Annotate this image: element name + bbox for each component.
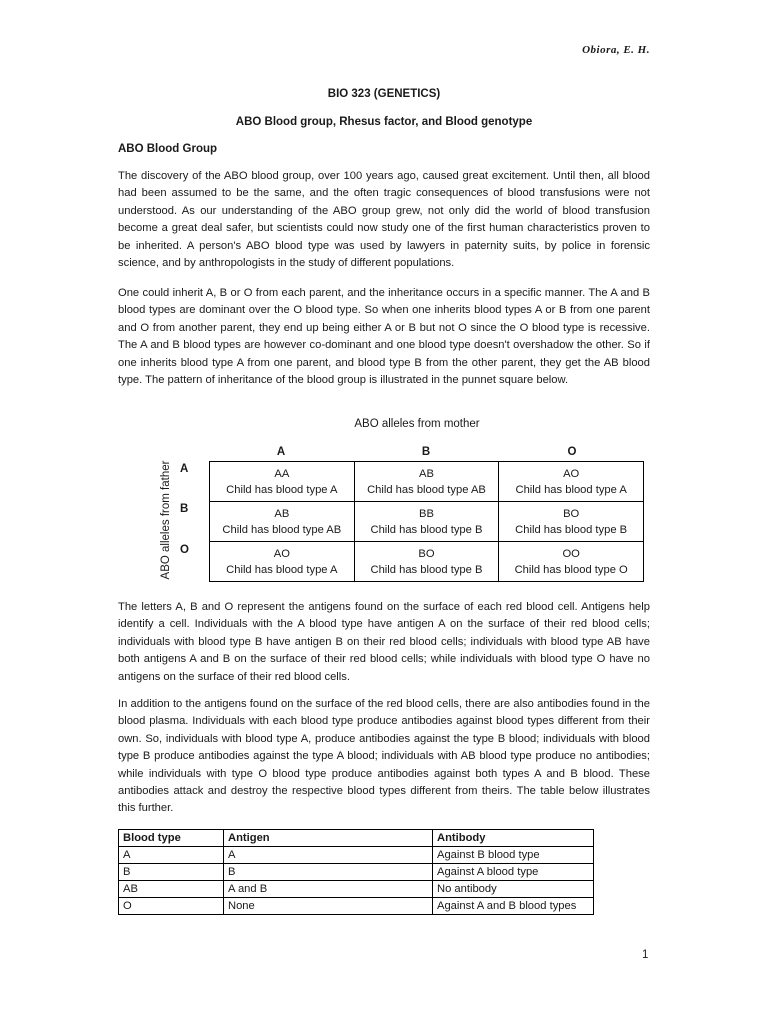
table-cell: AB — [119, 881, 224, 898]
punnett-row — [210, 462, 644, 502]
table-cell: A — [224, 847, 433, 864]
punnett-col-header-o: O — [567, 446, 577, 458]
section-heading: ABO Blood Group — [118, 143, 218, 155]
phenotype: Child has blood type A — [226, 563, 338, 576]
table-cell: Against A and B blood types — [433, 898, 594, 915]
table-cell: None — [224, 898, 433, 915]
punnett-row — [210, 542, 644, 582]
table-row — [119, 881, 594, 898]
punnett-col-header-b: B — [421, 446, 431, 458]
genotype: AA — [274, 467, 290, 480]
phenotype: Child has blood type O — [514, 563, 628, 576]
genotype: OO — [562, 547, 580, 560]
phenotype: Child has blood type AB — [367, 483, 486, 496]
table-row — [119, 898, 594, 915]
paragraph-antigens: The letters A, B and O represent the antigens found on the surface of each red blood cell. Antigens help identify a cell. Individuals with the A blood type have antigen A on the surface of their red blood cells; individuals with blood type B have antigen B on their red blood cells; individuals with blood type AB have both antigens A and B on the surface of their red blood cells; while individuals with blood type O have no antigens on the surface of their red blood cells. — [118, 601, 650, 683]
genotype: BO — [563, 507, 580, 520]
punnett-row-header-b: B — [180, 503, 189, 515]
punnett-row-header-o: O — [180, 544, 189, 556]
phenotype: Child has blood type A — [226, 483, 338, 496]
punnett-cell — [210, 542, 355, 582]
phenotype: Child has blood type B — [370, 523, 483, 536]
course-code: BIO 323 (GENETICS) — [327, 88, 441, 100]
table-cell: B — [119, 864, 224, 881]
document-title: ABO Blood group, Rhesus factor, and Blood genotype — [235, 116, 533, 128]
punnett-cell — [210, 502, 355, 542]
table-row — [119, 864, 594, 881]
table-cell: No antibody — [433, 881, 594, 898]
genotype: BB — [419, 507, 434, 520]
table-header-row — [119, 830, 594, 847]
genotype: AB — [419, 467, 434, 480]
table-cell: A and B — [224, 881, 433, 898]
genotype: AO — [563, 467, 580, 480]
punnett-cell — [499, 542, 644, 582]
genotype: AB — [274, 507, 290, 520]
punnett-cell — [354, 462, 499, 502]
table-cell: A — [119, 847, 224, 864]
header-antigen: Antigen — [224, 830, 433, 847]
genotype: BO — [418, 547, 435, 560]
punnett-row — [210, 502, 644, 542]
header-blood-type: Blood type — [119, 830, 224, 847]
table-cell: B — [224, 864, 433, 881]
punnett-side-label: ABO alleles from father — [160, 460, 172, 580]
punnett-cell — [499, 462, 644, 502]
phenotype: Child has blood type AB — [222, 523, 342, 536]
paragraph-antibodies: In addition to the antigens found on the surface of the red blood cells, there are also antibodies found in the blood plasma. Individuals with each blood type produce antibodies against blood types different from their own. So, individuals with blood type A, produce antibodies against the type B blood; individuals with blood type B produce antibodies against the type A blood; individuals with AB blood type produce no antibodies; while individuals with type O blood type produce antibodies against both types A and B blood. These antibodies attack and destroy the respective blood types different from theirs. The table below illustrates this further. — [118, 698, 650, 815]
table-cell: Against B blood type — [433, 847, 594, 864]
blood-type-table — [118, 829, 594, 915]
genotype: AO — [273, 547, 290, 560]
table-row — [119, 847, 594, 864]
punnett-square — [209, 461, 644, 582]
table-cell: Against A blood type — [433, 864, 594, 881]
phenotype: Child has blood type B — [515, 523, 628, 536]
author-name: Obiora, E. H. — [582, 44, 650, 56]
phenotype: Child has blood type B — [370, 563, 483, 576]
punnett-caption: ABO alleles from mother — [354, 418, 480, 430]
punnett-cell — [354, 542, 499, 582]
punnett-row-header-a: A — [180, 463, 189, 475]
phenotype: Child has blood type A — [515, 483, 627, 496]
paragraph-inheritance: One could inherit A, B or O from each parent, and the inheritance occurs in a specific manner. The A and B blood types are dominant over the O blood type. So when one inherits blood types A or B from one parent and O from another parent, they end up being either A or B but not O since the O blood type is recessive. The A and B blood types are however co-dominant and one blood type doesn't overshadow the other. So if one inherits blood type A from one parent, and blood type B from the other parent, they get the AB blood type. The pattern of inheritance of the blood group is illustrated in the punnet square below. — [118, 287, 650, 387]
punnett-cell — [499, 502, 644, 542]
paragraph-intro: The discovery of the ABO blood group, over 100 years ago, caused great excitement. Until then, all blood had been assumed to be the same, and the often tragic consequences of blood transfusions were not understood. As our understanding of the ABO group grew, not only did the world of blood transfusion become a great deal safer, but scientists could now study one of the first human characteristics proven to be inherited. A person's ABO blood type was used by lawyers in paternity suits, by police in forensic science, and by anthropologists in the study of different populations. — [118, 170, 650, 270]
table-cell: O — [119, 898, 224, 915]
punnett-cell — [354, 502, 499, 542]
punnett-col-header-a: A — [276, 446, 286, 458]
header-antibody: Antibody — [433, 830, 594, 847]
page-number: 1 — [642, 949, 649, 961]
punnett-cell — [210, 462, 355, 502]
